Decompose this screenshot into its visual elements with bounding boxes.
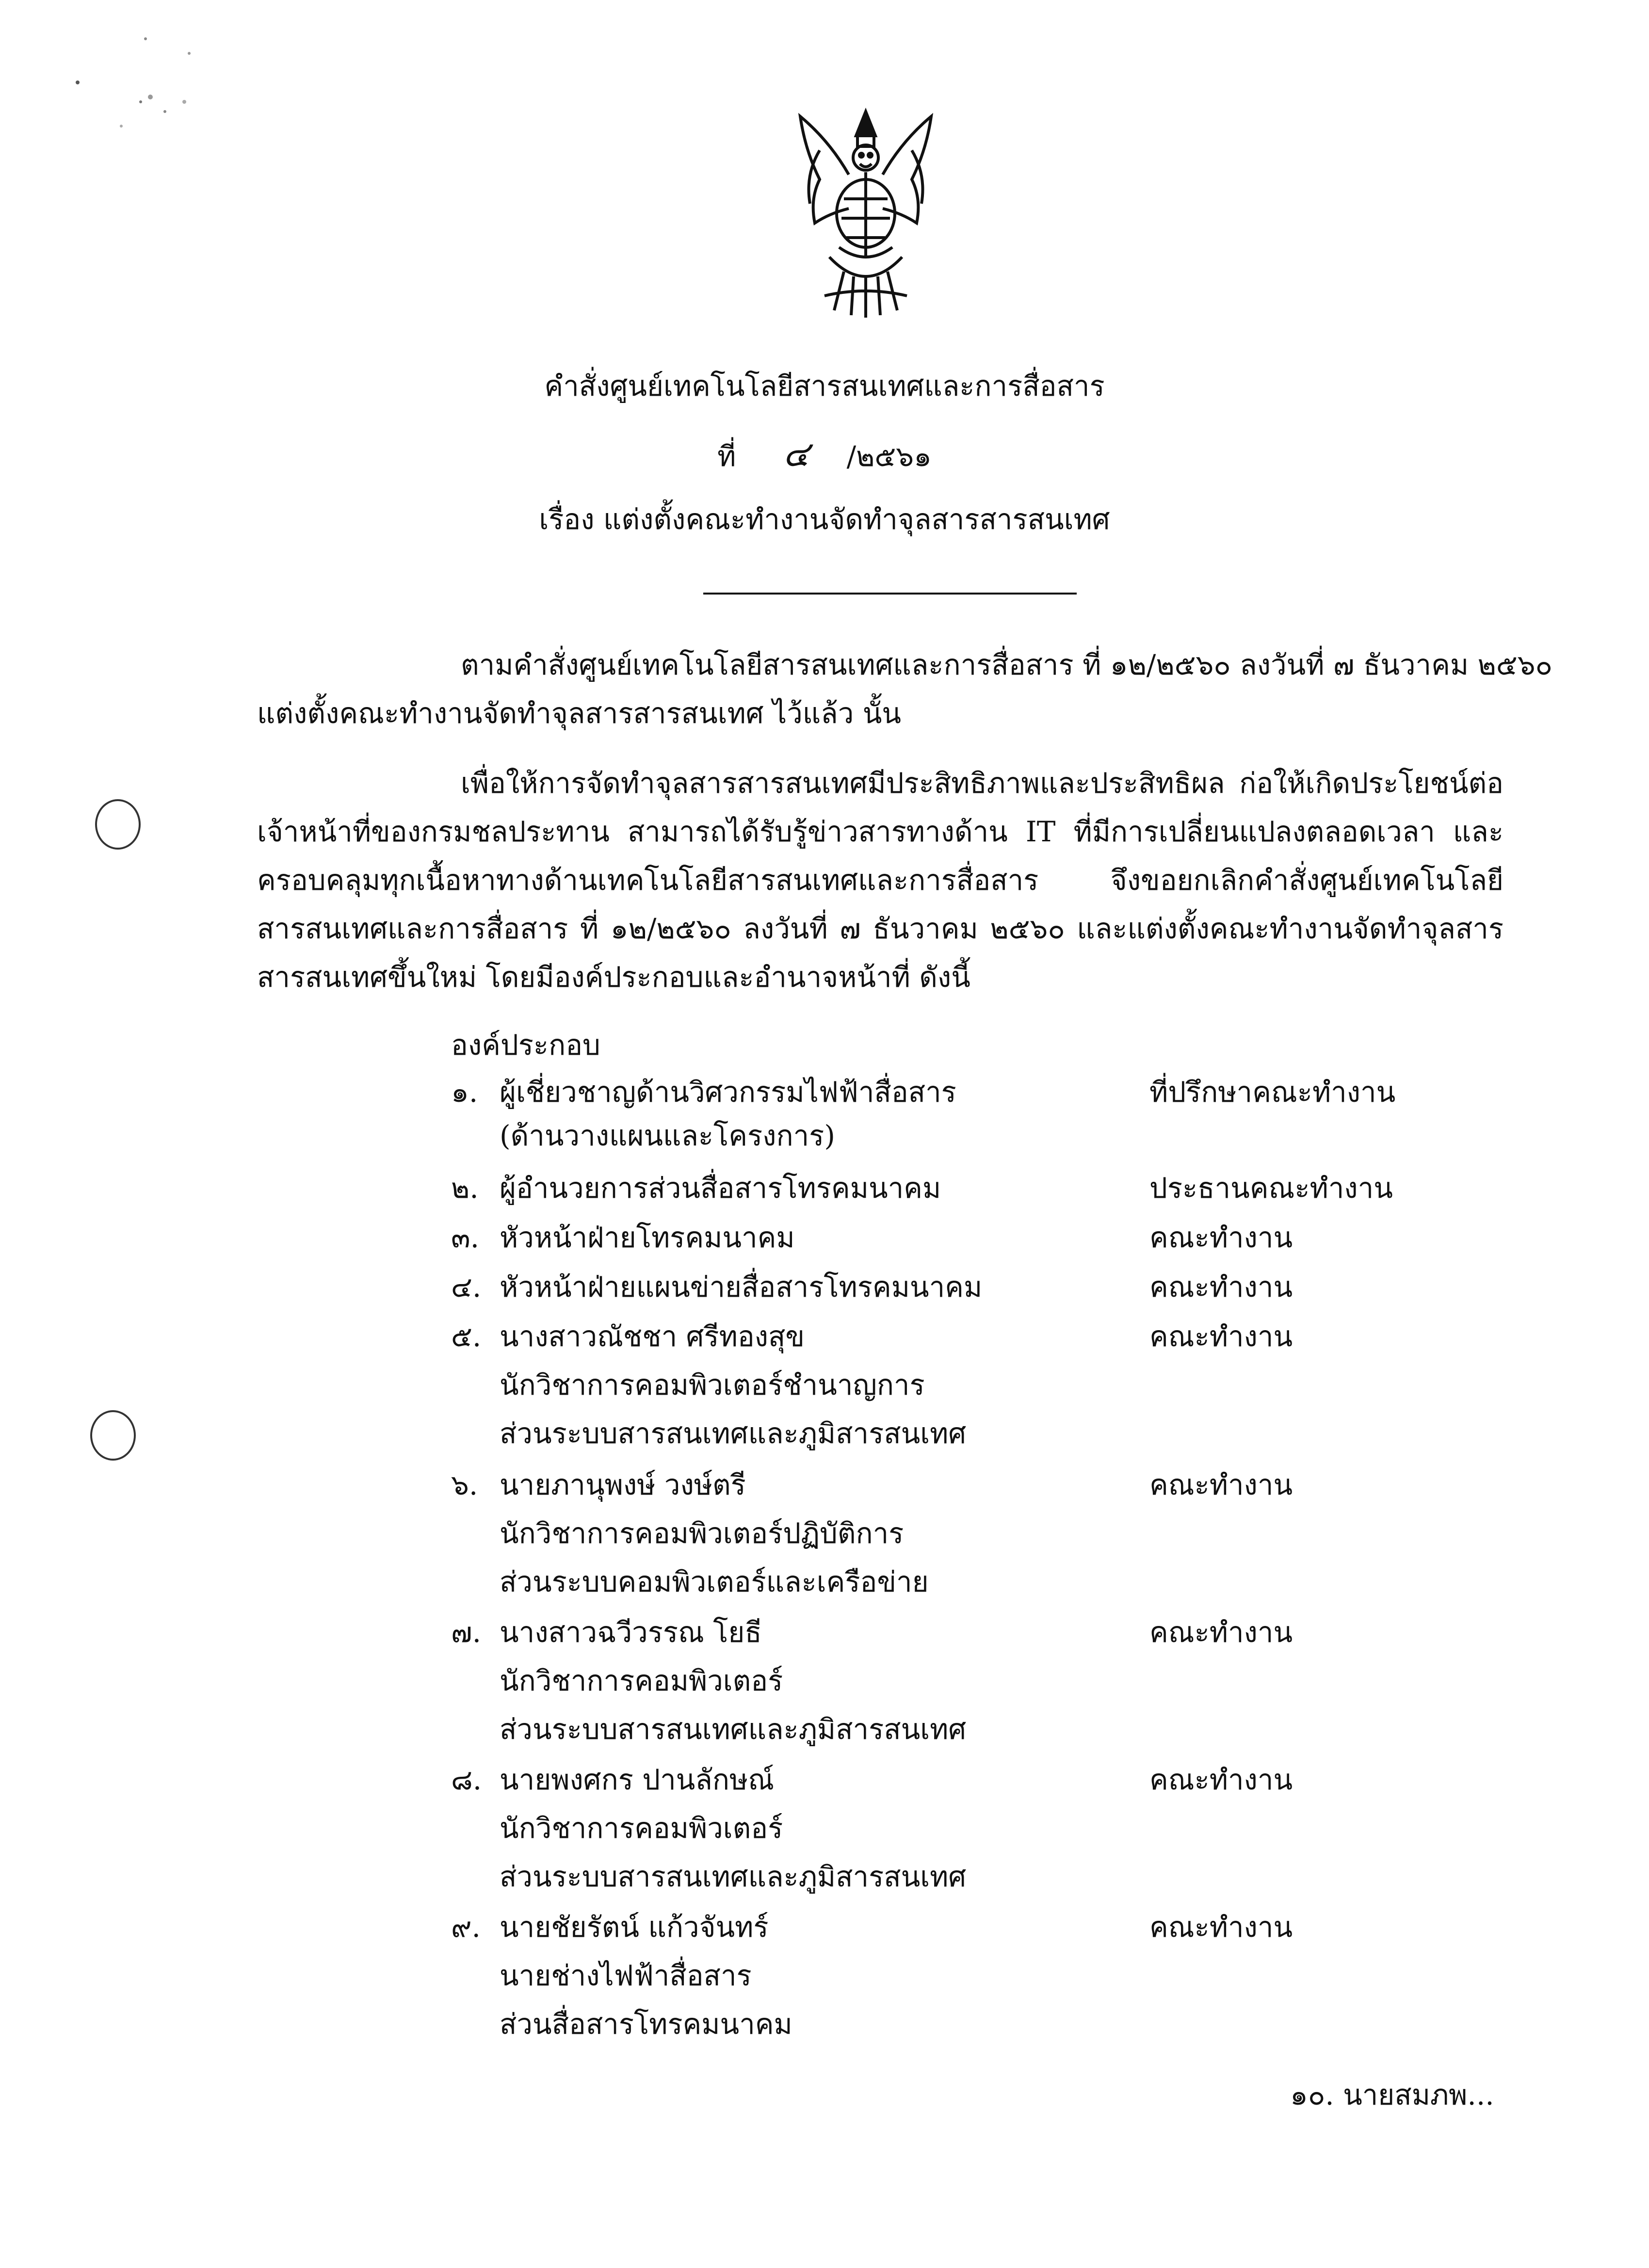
continuation-note: ๑๐. นายสมภพ...	[1290, 2078, 1494, 2111]
member-9-role: คณะทำงาน	[1149, 1911, 1293, 1944]
member-5-role: คณะทำงาน	[1149, 1320, 1293, 1353]
member-6-line-1: นายภานุพงษ์ วงษ์ตรี	[500, 1468, 746, 1501]
member-7-line-3: ส่วนระบบสารสนเทศและภูมิสารสนเทศ	[500, 1713, 967, 1746]
member-6-line-2: นักวิชาการคอมพิวเตอร์ปฏิบัติการ	[500, 1517, 904, 1550]
punch-hole-top	[95, 799, 141, 850]
member-4-line-1: หัวหน้าฝ่ายแผนข่ายสื่อสารโทรคมนาคม	[500, 1271, 983, 1303]
member-6-line-3: ส่วนระบบคอมพิวเตอร์และเครือข่าย	[500, 1565, 929, 1598]
member-7-line-2: นักวิชาการคอมพิวเตอร์	[500, 1664, 783, 1697]
member-1-num: ๑.	[451, 1076, 478, 1109]
member-4-num: ๔.	[451, 1271, 482, 1303]
scan-specks	[73, 29, 218, 175]
punch-hole-bottom	[90, 1410, 136, 1461]
member-3-num: ๓.	[451, 1221, 480, 1254]
order-title: คำสั่งศูนย์เทคโนโลยีสารสนเทศและการสื่อสาร	[544, 370, 1105, 402]
member-5-line-2: นักวิชาการคอมพิวเตอร์ชำนาญการ	[500, 1368, 925, 1401]
member-9-line-3: ส่วนสื่อสารโทรคมนาคม	[500, 2008, 792, 2041]
garuda-emblem-icon	[771, 102, 960, 320]
member-5-line-3: ส่วนระบบสารสนเทศและภูมิสารสนเทศ	[500, 1417, 967, 1450]
member-8-role: คณะทำงาน	[1149, 1763, 1293, 1796]
header-divider	[703, 593, 1077, 595]
composition-heading: องค์ประกอบ	[451, 1029, 600, 1062]
member-8-line-3: ส่วนระบบสารสนเทศและภูมิสารสนเทศ	[500, 1860, 967, 1893]
para2-text: เพื่อให้การจัดทำจุลสารสารสนเทศมีประสิทธิภาพและประสิทธิผล ก่อให้เกิดประโยชน์ต่อเจ้าหน้าที่ของกรมชลประทาน สามารถได้รับรู้ข่าวสารทางด้าน IT ที่มีการเปลี่ยนแปลงตลอดเวลา และครอบคลุมทุกเนื้อหาทางด้านเทคโนโลยีสารสนเทศและการสื่อสาร จึงขอยกเลิกคำสั่งศูนย์เทคโนโลยีสารสนเทศและการสื่อสาร ที่ ๑๒/๒๕๖๐ ลงวันที่ ๗ ธันวาคม ๒๕๖๐ และแต่งตั้งคณะทำงานจัดทำจุลสารสารสนเทศขึ้นใหม่ โดยมีองค์ประกอบและอำนาจหน้าที่ ดังนี้	[257, 767, 1504, 994]
member-1-role: ที่ปรึกษาคณะทำงาน	[1149, 1076, 1396, 1109]
member-6-num: ๖.	[451, 1468, 478, 1501]
member-7-role: คณะทำงาน	[1149, 1616, 1293, 1649]
member-2-line-1: ผู้อำนวยการส่วนสื่อสารโทรคมนาคม	[500, 1172, 941, 1205]
member-1-line-2: (ด้านวางแผนและโครงการ)	[500, 1119, 835, 1152]
para2	[257, 759, 1504, 1001]
member-8-line-2: นักวิชาการคอมพิวเตอร์	[500, 1812, 783, 1845]
member-1-line-1: ผู้เชี่ยวชาญด้านวิศวกรรมไฟฟ้าสื่อสาร	[500, 1076, 956, 1109]
member-2-role: ประธานคณะทำงาน	[1149, 1172, 1393, 1205]
member-9-num: ๙.	[451, 1911, 481, 1944]
order-number-value: ๔	[783, 434, 809, 474]
member-5-line-1: นางสาวณัชชา ศรีทองสุข	[500, 1320, 805, 1353]
member-6-role: คณะทำงาน	[1149, 1468, 1293, 1501]
order-subject: เรื่อง แต่งตั้งคณะทำงานจัดทำจุลสารสารสนเทศ	[539, 503, 1110, 536]
member-3-role: คณะทำงาน	[1149, 1221, 1293, 1254]
order-number-line	[0, 434, 1649, 476]
member-9-line-1: นายชัยรัตน์ แก้วจันทร์	[500, 1911, 769, 1944]
order-number-year: /๒๕๖๑	[846, 440, 932, 473]
member-7-num: ๗.	[451, 1616, 482, 1649]
para1-line1: ตามคำสั่งศูนย์เทคโนโลยีสารสนเทศและการสื่อสาร ที่ ๑๒/๒๕๖๐ ลงวันที่ ๗ ธันวาคม ๒๕๖๐	[461, 648, 1552, 681]
member-3-line-1: หัวหน้าฝ่ายโทรคมนาคม	[500, 1221, 795, 1254]
order-number-prefix: ที่	[717, 440, 736, 473]
member-9-line-2: นายช่างไฟฟ้าสื่อสาร	[500, 1959, 752, 1992]
para1-line2: แต่งตั้งคณะทำงานจัดทำจุลสารสารสนเทศ ไว้แล้ว นั้น	[257, 697, 901, 730]
member-7-line-1: นางสาวฉวีวรรณ โยธี	[500, 1616, 762, 1649]
member-4-role: คณะทำงาน	[1149, 1271, 1293, 1303]
member-8-num: ๘.	[451, 1763, 482, 1796]
member-2-num: ๒.	[451, 1172, 479, 1205]
member-5-num: ๕.	[451, 1320, 482, 1353]
member-8-line-1: นายพงศกร ปานลักษณ์	[500, 1763, 775, 1796]
